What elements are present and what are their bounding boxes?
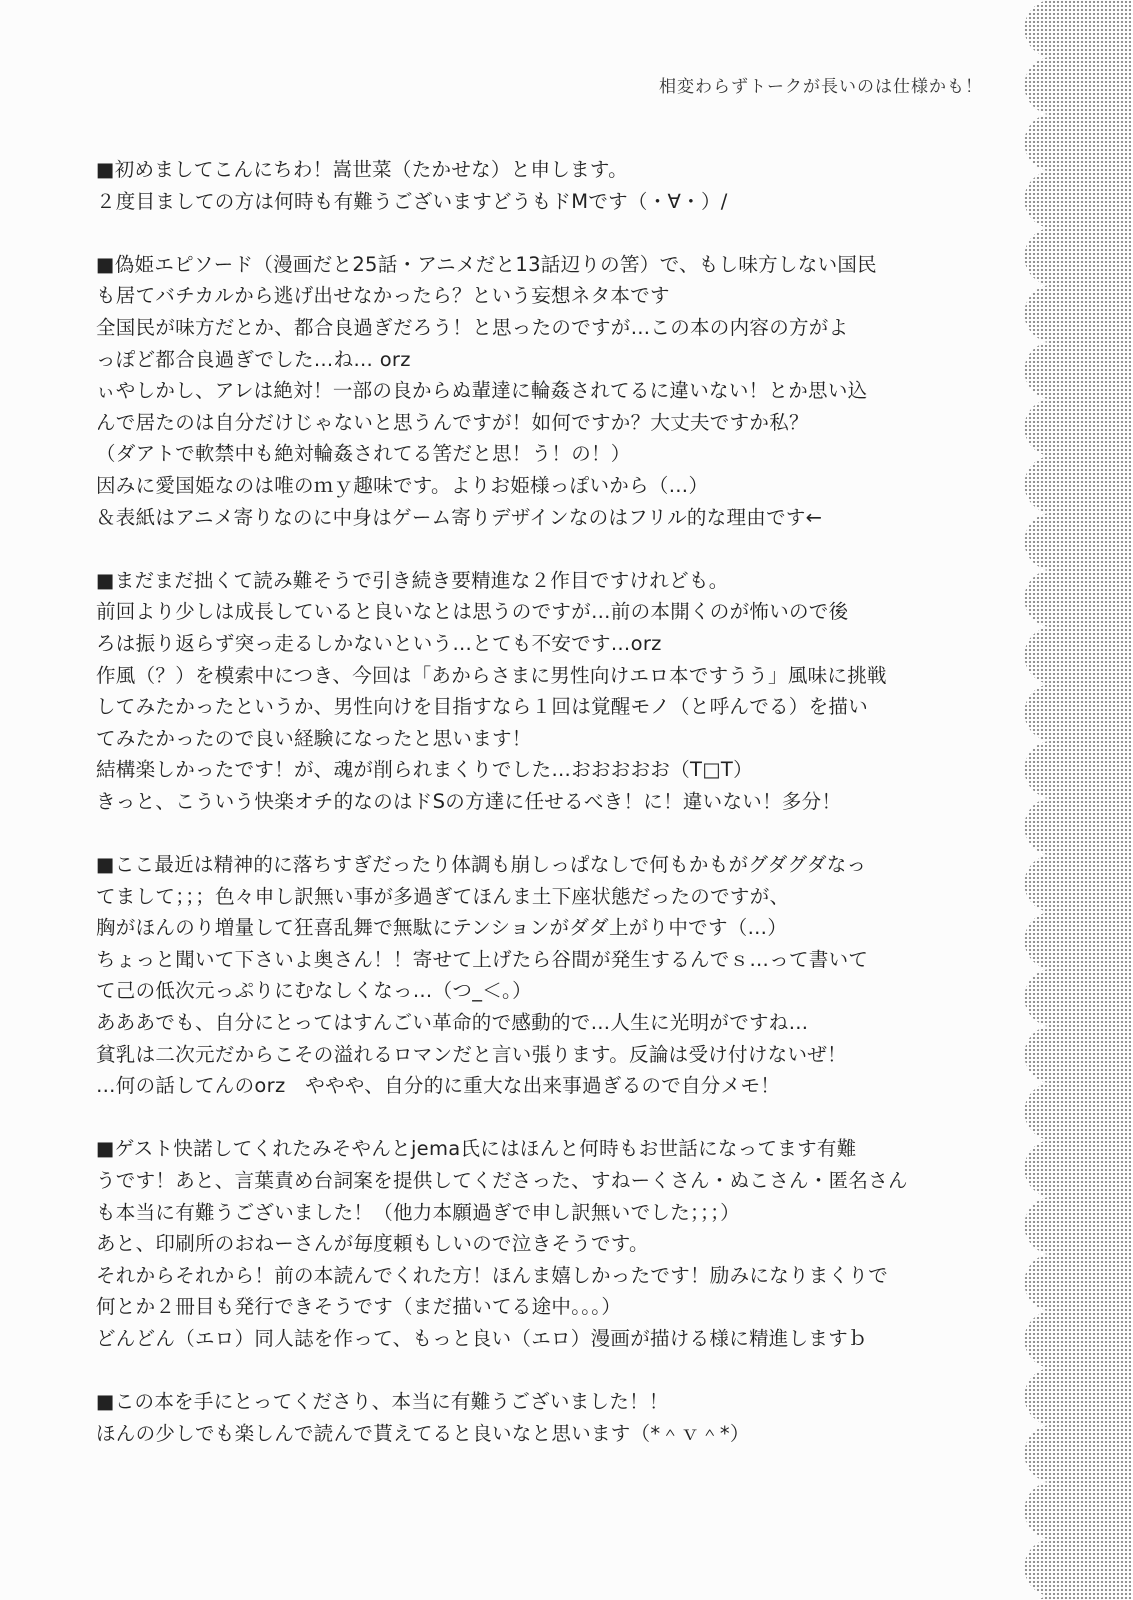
text-line: ■初めましてこんにちわ！嵩世菜（たかせな）と申します。 xyxy=(96,158,628,181)
text-line: （ダアトで軟禁中も絶対輪姦されてる筈だと思！う！の！） xyxy=(96,442,631,466)
paragraph-block xyxy=(96,154,976,217)
page-header: 相変わらずトークが長いのは仕様かも！ xyxy=(659,77,983,97)
text-line: んで居たのは自分だけじゃないと思うんですが！如何ですか？大丈夫ですか私？ xyxy=(96,410,809,434)
text-line: うです！あと、言葉責め台詞案を提供してくださった、すねーくさん・ぬこさん・匿名さん xyxy=(96,1169,908,1192)
text-line: してみたかったというか、男性向けを目指すなら１回は覚醒モノ（と呼んでる）を描い xyxy=(96,695,869,719)
paragraph-block xyxy=(96,565,976,818)
text-line: ＆表紙はアニメ寄りなのに中身はゲーム寄りデザインなのはフリル的な理由です← xyxy=(96,505,823,529)
text-line: ■この本を手にとってくださり、本当に有難うございました！！ xyxy=(96,1390,669,1414)
text-line: あああでも、自分にとってはすんごい革命的で感動的で…人生に光明がですね… xyxy=(96,1011,809,1035)
text-line: 胸がほんのり増量して狂喜乱舞で無駄にテンションがダダ上がり中です（…） xyxy=(96,916,788,940)
text-line: 何とか２冊目も発行できそうです（まだ描いてる途中。。。） xyxy=(96,1295,622,1319)
paragraph-block xyxy=(96,1386,976,1449)
text-line: ■ゲスト快諾してくれたみそやんとjema氏にはほんと何時もお世話になってます有難 xyxy=(96,1137,857,1161)
section-gap xyxy=(96,1355,976,1387)
text-line: 前回より少しは成長していると良いなとは思うのですが…前の本開くのが怖いので後 xyxy=(96,600,849,624)
text-line: 全国民が味方だとか、都合良過ぎだろう！と思ったのですが…この本の内容の方がよ xyxy=(96,315,849,339)
text-line: …何の話してんのorz ややや、自分的に重大な出来事過ぎるので自分メモ！ xyxy=(96,1074,781,1098)
text-line: それからそれから！前の本読んでくれた方！ほんま嬉しかったです！励みになりまくりで xyxy=(96,1263,889,1287)
section-gap xyxy=(96,217,976,249)
text-line: も本当に有難うございました！（他力本願過ぎで申し訳無いでした；；；） xyxy=(96,1200,740,1224)
text-line: ■偽姫エピソード（漫画だと25話・アニメだと13話辺りの筈）で、もし味方しない国民 xyxy=(96,252,877,276)
text-line: 因みに愛国姫なのは唯のｍｙ趣味です。よりお姫様っぽいから（…） xyxy=(96,473,709,497)
text-line: ■ここ最近は精神的に落ちすぎだったり体調も崩しっぱなしで何もかもがグダグダなっ xyxy=(96,853,867,877)
text-line: 結構楽しかったです！が、魂が削られまくりでした…おおおおお（T□T） xyxy=(96,758,753,782)
section-gap xyxy=(96,1102,976,1134)
text-line: あと、印刷所のおねーさんが毎度頼もしいので泣きそうです。 xyxy=(96,1232,649,1256)
paragraph-block xyxy=(96,1133,976,1354)
text-line: てみたかったので良い経験になったと思います！ xyxy=(96,726,532,750)
text-line: 貧乳は二次元だからこその溢れるロマンだと言い張ります。反論は受け付けないぜ！ xyxy=(96,1042,847,1066)
paragraph-block xyxy=(96,849,976,1102)
section-gap xyxy=(96,533,976,565)
text-line: ほんの少しでも楽しんで読んで貰えてると良いなと思います（*＾ｖ＾*） xyxy=(96,1421,750,1445)
text-line: ■まだまだ拙くて読み難そうで引き続き要精進な２作目ですけれども。 xyxy=(96,568,729,592)
text-line: ぃやしかし、アレは絶対！一部の良からぬ輩達に輪姦されてるに違いない！とか思い込 xyxy=(96,379,868,403)
text-line: きっと、こういう快楽オチ的なのはドSの方達に任せるべき！に！違いない！多分！ xyxy=(96,789,842,813)
text-line: ろは振り返らず突っ走るしかないという…とても不安です…orz xyxy=(96,631,662,655)
text-line: てまして；；；色々申し訳無い事が多過ぎてほんま土下座状態だったのですが、 xyxy=(96,884,790,908)
text-line: ちょっと聞いて下さいよ奥さん！！寄せて上げたら谷間が発生するんでｓ…って書いて xyxy=(96,947,869,971)
text-line: どんどん（エロ）同人誌を作って、もっと良い（エロ）漫画が描ける様に精進しますｂ xyxy=(96,1326,868,1350)
afterword-text xyxy=(96,154,976,1449)
section-gap xyxy=(96,817,976,849)
text-line: も居てバチカルから逃げ出せなかったら？という妄想ネタ本です xyxy=(96,284,670,308)
paragraph-block xyxy=(96,249,976,533)
scalloped-lace-border xyxy=(1000,0,1133,1600)
text-line: 作風（？）を模索中につき、今回は「あからさまに男性向けエロ本ですうう」風味に挑戦 xyxy=(96,663,887,687)
text-line: ２度目ましての方は何時も有難うございますどうもドMです（・∀・）/ xyxy=(96,189,728,213)
text-line: て己の低次元っぷりにむなしくなっ…（つ_＜。） xyxy=(96,979,532,1003)
text-line: っぽど都合良過ぎでした…ね… orz xyxy=(96,347,411,371)
